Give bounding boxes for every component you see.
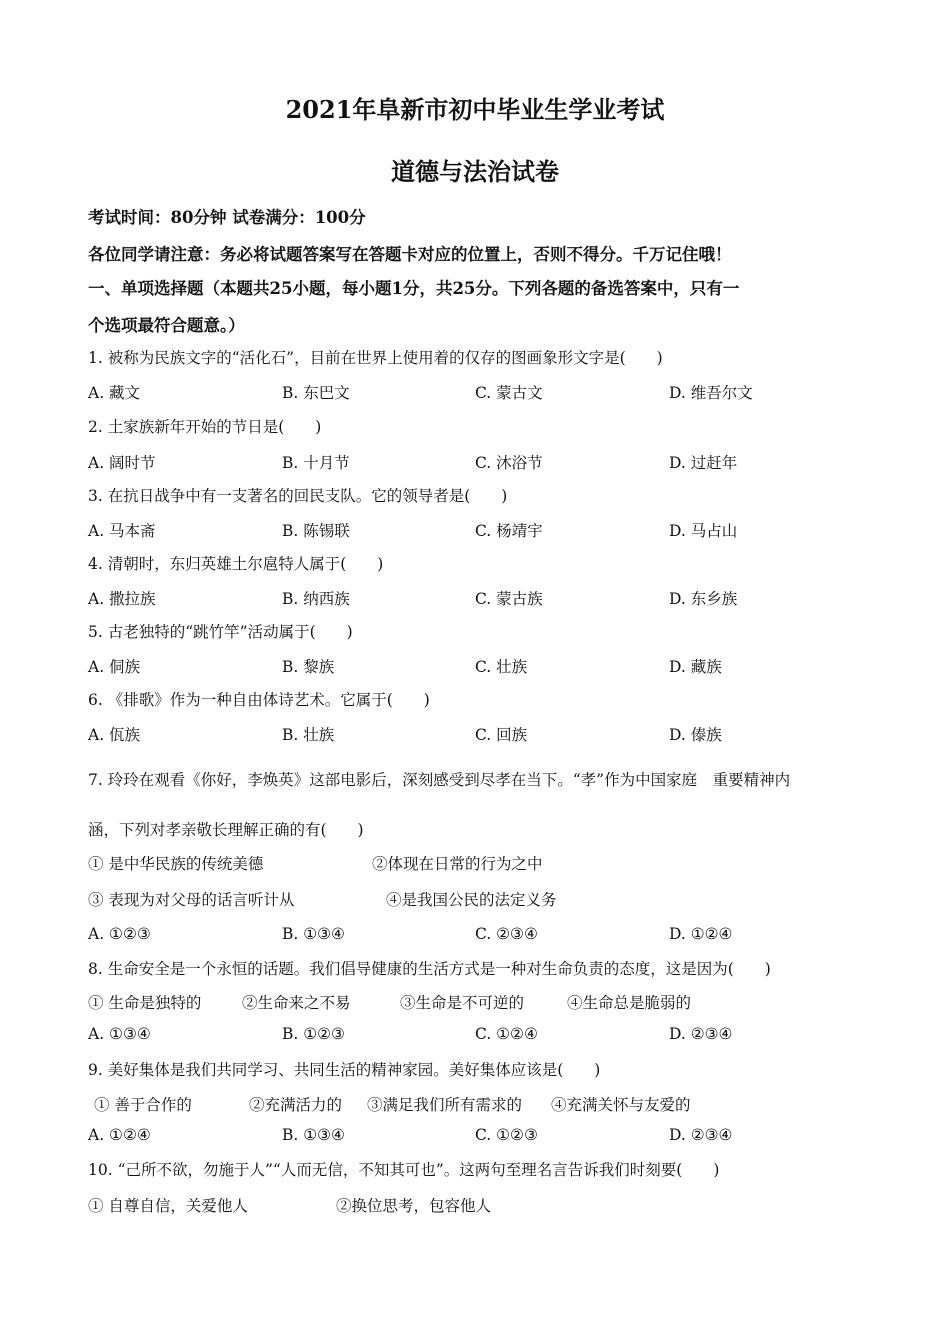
question-5-option-b[interactable]: B. 黎族 (282, 658, 335, 676)
question-9-option-c[interactable]: C. ①②③ (475, 1126, 538, 1144)
question-7-option-b[interactable]: B. ①③④ (282, 925, 345, 943)
question-1-option-d[interactable]: D. 维吾尔文 (669, 384, 753, 402)
question-9-statement-2: ②充满活力的 (249, 1096, 343, 1114)
question-7-statement-3: ③ 表现为对父母的话言听计从 (88, 891, 295, 909)
question-9-statement-3: ③满足我们所有需求的 (367, 1096, 523, 1114)
question-7-statement-2: ②体现在日常的行为之中 (372, 855, 543, 873)
question-4-option-c[interactable]: C. 蒙古族 (475, 590, 543, 608)
question-6-option-c[interactable]: C. 回族 (475, 726, 528, 744)
question-1-stem: 1. 被称为民族文字的“活化石”，目前在世界上使用着的仅存的图画象形文字是( ) (88, 349, 663, 367)
question-2-stem: 2. 土家族新年开始的节日是( ) (88, 418, 322, 436)
question-1-option-a[interactable]: A. 藏文 (88, 384, 141, 402)
question-10-statement-1: ① 自尊自信，关爱他人 (88, 1197, 248, 1215)
question-9-stem: 9. 美好集体是我们共同学习、共同生活的精神家园。美好集体应该是( ) (88, 1061, 601, 1079)
question-5-stem: 5. 古老独特的“跳竹竿”活动属于( ) (88, 623, 353, 641)
question-8-option-b[interactable]: B. ①②③ (282, 1025, 345, 1043)
question-4-option-a[interactable]: A. 撒拉族 (88, 590, 156, 608)
question-8-statement-4: ④生命总是脆弱的 (567, 994, 692, 1012)
question-4-option-d[interactable]: D. 东乡族 (669, 590, 738, 608)
question-6-stem: 6. 《排歌》作为一种自由体诗艺术。它属于( ) (88, 691, 430, 709)
question-3-stem: 3. 在抗日战争中有一支著名的回民支队。它的领导者是( ) (88, 487, 508, 505)
question-8-statement-1: ① 生命是独特的 (88, 994, 202, 1012)
question-8-option-c[interactable]: C. ①②④ (475, 1025, 538, 1043)
question-8-statement-2: ②生命来之不易 (242, 994, 351, 1012)
question-2-option-d[interactable]: D. 过赶年 (669, 454, 738, 472)
question-3-option-b[interactable]: B. 陈锡联 (282, 522, 350, 540)
question-4-option-b[interactable]: B. 纳西族 (282, 590, 350, 608)
question-8-stem: 8. 生命安全是一个永恒的话题。我们倡导健康的生活方式是一种对生命负责的态度，这是因为( ) (88, 960, 771, 978)
question-1-option-b[interactable]: B. 东巴文 (282, 384, 350, 402)
question-2-option-a[interactable]: A. 阔时节 (88, 454, 156, 472)
question-3-option-c[interactable]: C. 杨靖宇 (475, 522, 543, 540)
question-9-option-d[interactable]: D. ②③④ (669, 1126, 733, 1144)
question-8-statement-3: ③生命是不可逆的 (400, 994, 525, 1012)
notice: 各位同学请注意：务必将试题答案写在答题卡对应的位置上，否则不得分。千万记住哦！ (88, 245, 732, 264)
question-7-option-c[interactable]: C. ②③④ (475, 925, 538, 943)
section-heading-line-2: 个选项最符合题意。） (88, 316, 245, 335)
question-3-option-a[interactable]: A. 马本斋 (88, 522, 156, 540)
question-5-option-c[interactable]: C. 壮族 (475, 658, 528, 676)
question-1-option-c[interactable]: C. 蒙古文 (475, 384, 543, 402)
question-7-statement-1: ① 是中华民族的传统美德 (88, 855, 264, 873)
question-10-stem: 10. “己所不欲，勿施于人”“人而无信，不知其可也”。这两句至理名言告诉我们时刻要( ) (88, 1161, 720, 1179)
question-6-option-d[interactable]: D. 傣族 (669, 726, 722, 744)
exam-subtitle: 道德与法治试卷 (391, 157, 559, 186)
question-6-option-a[interactable]: A. 佤族 (88, 726, 141, 744)
question-5-option-d[interactable]: D. 藏族 (669, 658, 722, 676)
question-2-option-b[interactable]: B. 十月节 (282, 454, 350, 472)
question-8-option-d[interactable]: D. ②③④ (669, 1025, 733, 1043)
question-9-statement-4: ④充满关怀与友爱的 (551, 1096, 691, 1114)
question-10-statement-2: ②换位思考，包容他人 (336, 1197, 492, 1215)
exam-title: 2021年阜新市初中毕业生学业考试 (285, 95, 665, 124)
exam-info: 考试时间：80分钟 试卷满分：100分 (88, 208, 366, 227)
question-7-stem-continued: 涵，下列对孝亲敬长理解正确的有( ) (88, 821, 364, 839)
question-8-option-a[interactable]: A. ①③④ (88, 1025, 151, 1043)
question-4-stem: 4. 清朝时，东归英雄土尔扈特人属于( ) (88, 555, 384, 573)
question-7-statement-4: ④是我国公民的法定义务 (386, 891, 557, 909)
question-2-option-c[interactable]: C. 沐浴节 (475, 454, 543, 472)
question-7-option-d[interactable]: D. ①②④ (669, 925, 733, 943)
question-9-statement-1: ① 善于合作的 (94, 1096, 192, 1114)
question-9-option-b[interactable]: B. ①③④ (282, 1126, 345, 1144)
section-heading-line-1: 一、单项选择题（本题共25小题，每小题1分，共25分。下列各题的备选答案中，只有一 (88, 279, 740, 298)
question-6-option-b[interactable]: B. 壮族 (282, 726, 335, 744)
question-7-option-a[interactable]: A. ①②③ (88, 925, 151, 943)
question-5-option-a[interactable]: A. 侗族 (88, 658, 141, 676)
question-3-option-d[interactable]: D. 马占山 (669, 522, 738, 540)
question-7-stem: 7. 玲玲在观看《你好，李焕英》这部电影后，深刻感受到尽孝在当下。“孝”作为中国家庭 重要精神内 (88, 771, 791, 789)
question-9-option-a[interactable]: A. ①②④ (88, 1126, 151, 1144)
